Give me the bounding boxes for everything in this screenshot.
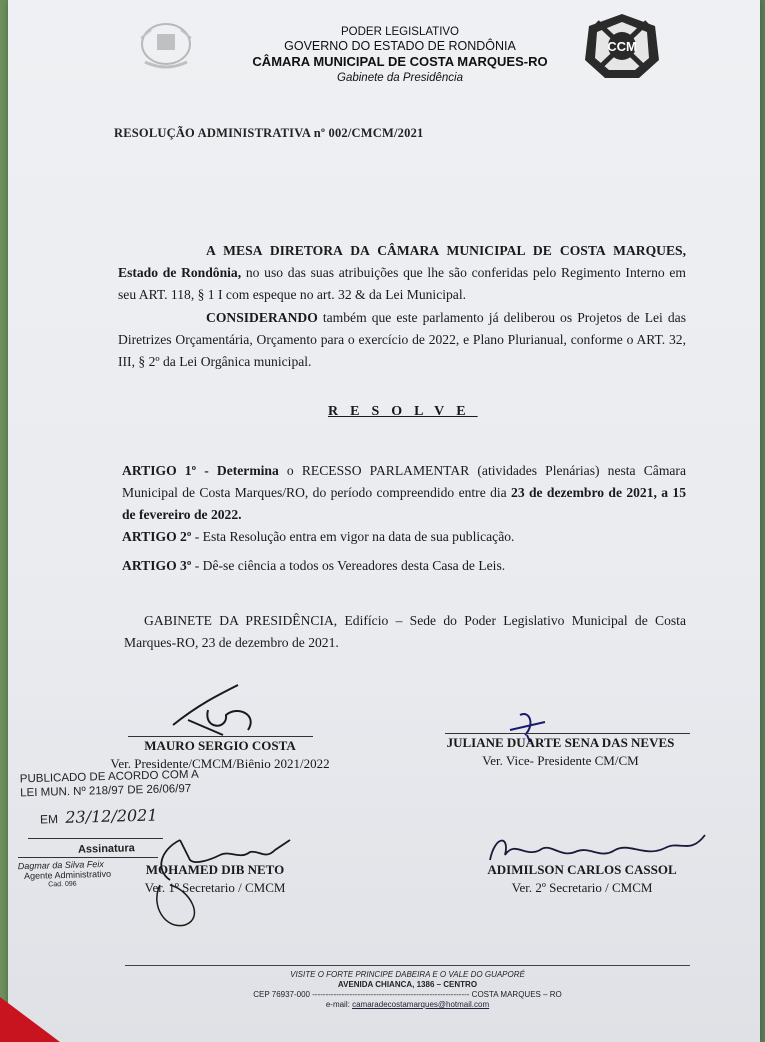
emblem-icon — [135, 18, 197, 74]
background-edge — [0, 0, 8, 1042]
header-line-4: Gabinete da Presidência — [337, 72, 463, 84]
chamber-logo-icon — [583, 12, 661, 80]
stamp-agent-name: Dagmar da Silva Feix — [17, 858, 104, 872]
footer-email-label: e-mail: — [325, 1000, 350, 1009]
document-footer — [125, 965, 690, 1010]
publication-stamp — [20, 768, 200, 801]
signature-role-1: Ver. Presidente/CMCM/Biênio 2021/2022 — [110, 756, 330, 771]
stamp-line-1: PUBLICADO DE ACORDO COM A — [19, 768, 199, 786]
signature-block-4 — [472, 861, 692, 897]
footer-line-4 — [125, 1000, 690, 1010]
footer-city: COSTA MARQUES – RO — [471, 990, 562, 999]
artigo-1-label: ARTIGO 1º - — [122, 463, 217, 478]
stamp-agent — [18, 859, 112, 891]
artigo-2 — [122, 526, 686, 548]
resolution-title: RESOLUÇÃO ADMINISTRATIVA nº 002/CMCM/2021 — [114, 126, 424, 140]
stamp-assinatura: Assinatura — [77, 842, 136, 856]
artigo-3-label: ARTIGO 3º — [122, 558, 192, 573]
header-line-2: GOVERNO DO ESTADO DE RONDÔNIA — [284, 39, 516, 53]
signature-name-1: MAURO SERGIO COSTA — [144, 738, 296, 753]
artigo-3 — [122, 555, 686, 577]
stamp-agent-role: Agente Administrativo — [23, 868, 112, 882]
considerando-bold: CONSIDERANDO — [206, 310, 318, 325]
stamp-line-date — [28, 838, 163, 839]
gabinete-paragraph: GABINETE DA PRESIDÊNCIA, Edifício – Sede do Poder Legislativo Municipal de Costa Marques-RO, 23 de dezembro de 2021. — [124, 613, 686, 650]
logo-right-text: CCM — [607, 39, 637, 54]
stamp-date-row — [39, 805, 158, 827]
header-line-1: PODER LEGISLATIVO — [340, 26, 459, 38]
stamp-cad: Cad. 096 — [48, 880, 77, 889]
signature-block-1 — [110, 737, 330, 773]
signature-name-2: JULIANE DUARTE SENA DAS NEVES — [446, 735, 675, 750]
resolve-heading: RESOLVE — [328, 404, 478, 419]
considerando-text: também que este parlamento já deliberou os Projetos de Lei das Diretrizes Orçamentária, Orçamento para o exercício de 2022, e Plano Plurianual, conforme o ART. 32, III, § 2º da Lei Orgânica municipal. — [118, 310, 686, 369]
footer-line-3: CEP 76937-000 ----------------------------------------------------------- COSTA MARQUES – RO — [253, 990, 562, 999]
stamp-line-sign — [18, 857, 158, 858]
intro-text: no uso das suas atribuições que lhe são conferidas pelo Regimento Interno em seu ART. 118, § 1 I com espeque no art. 32 & da Lei Municipal. — [118, 265, 686, 302]
artigo-3-text: - Dê-se ciência a todos os Vereadores desta Casa de Leis. — [191, 558, 506, 573]
stamp-em-label: EM — [39, 812, 59, 827]
signature-block-2 — [428, 734, 693, 770]
artigo-1-text: o RECESSO PARLAMENTAR (atividades Plenárias) nesta Câmara Municipal de Costa Marques/RO, do período compreendido entre dia — [122, 463, 686, 500]
footer-line-2: AVENIDA CHIANCA, 1386 – CENTRO — [337, 980, 478, 989]
intro-paragraph — [118, 240, 686, 306]
document-header — [230, 25, 570, 86]
signature-role-3: Ver. 1º Secretario / CMCM — [144, 880, 286, 895]
signature-role-2: Ver. Vice- Presidente CM/CM — [482, 753, 639, 768]
footer-line-1: VISITE O FORTE PRINCIPE DABEIRA E O VALE DO GUAPORÉ — [290, 970, 525, 979]
signature-name-3: MOHAMED DIB NETO — [145, 862, 285, 877]
stamp-date: 23/12/2021 — [65, 805, 158, 827]
header-line-3: CÂMARA MUNICIPAL DE COSTA MARQUES-RO — [252, 54, 548, 69]
footer-cep: CEP 76937-000 — [253, 990, 311, 999]
stamp-line-2: LEI MUN. Nº 218/97 DE 26/06/97 — [20, 782, 192, 800]
intro-bold: A MESA DIRETORA DA CÂMARA MUNICIPAL DE COSTA MARQUES, Estado de Rondônia, — [118, 243, 686, 280]
signature-name-4: ADIMILSON CARLOS CASSOL — [487, 862, 677, 877]
artigo-2-label: ARTIGO 2º — [122, 529, 192, 544]
considerando-paragraph — [118, 307, 686, 373]
artigo-1-dates: 23 de dezembro de 2021, a 15 de fevereiro de 2022. — [122, 485, 686, 522]
footer-email-link[interactable]: camaradecostamarques@hotmail.com — [352, 1000, 490, 1009]
artigo-2-text: - Esta Resolução entra em vigor na data de sua publicação. — [191, 529, 515, 544]
artigo-1 — [122, 460, 686, 526]
signature-block-3 — [110, 861, 320, 897]
artigo-1-bold: Determina — [216, 463, 279, 478]
signature-role-4: Ver. 2º Secretario / CMCM — [511, 880, 653, 895]
